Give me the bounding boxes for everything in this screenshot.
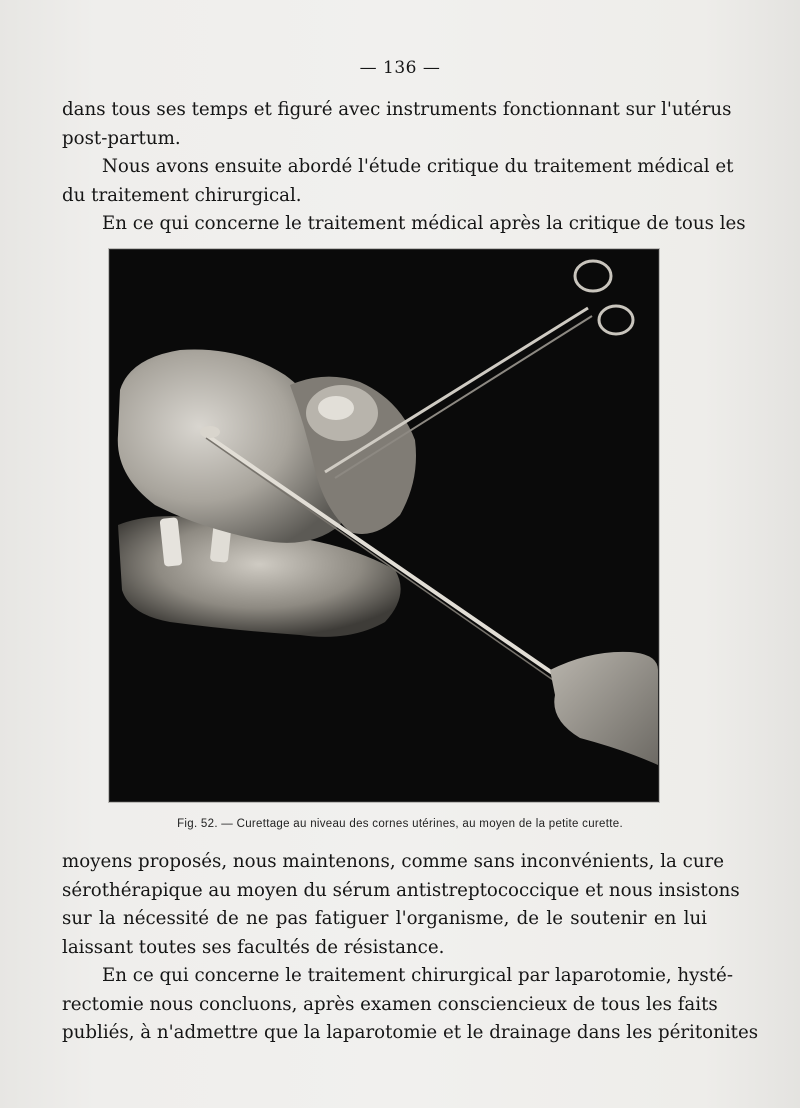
figure-caption: Fig. 52. — Curettage au niveau des cornes utérines, au moyen de la petite curette. xyxy=(177,818,623,830)
text-line: du traitement chirurgical. xyxy=(62,184,302,206)
text-line: sur la nécessité de ne pas fatiguer l'organisme, de le soutenir en lui xyxy=(62,908,707,929)
page-number: — 136 — xyxy=(359,58,441,78)
text-line: En ce qui concerne le traitement chirurgical par laparotomie, hysté- xyxy=(102,965,733,986)
figure-photograph xyxy=(109,249,659,802)
text-line: rectomie nous concluons, après examen consciencieux de tous les faits xyxy=(62,993,718,1015)
tissue-ovary-highlight xyxy=(318,396,354,420)
text-line: post-partum. xyxy=(62,127,181,149)
text-line: moyens proposés, nous maintenons, comme sans inconvénients, la cure xyxy=(62,851,724,872)
text-line: publiés, à n'admettre que la laparotomie et le drainage dans les péritonites xyxy=(62,1022,759,1043)
text-line: Nous avons ensuite abordé l'étude critique du traitement médical et xyxy=(102,156,734,177)
specimen-photo xyxy=(110,250,658,801)
paragraph-top xyxy=(62,96,746,239)
text-line: En ce qui concerne le traitement médical après la critique de tous les xyxy=(102,213,746,234)
text-line: dans tous ses temps et figuré avec instruments fonctionnant sur l'utérus xyxy=(62,99,732,120)
text-line: laissant toutes ses facultés de résistance. xyxy=(62,936,445,958)
curette-tip xyxy=(200,426,220,438)
paragraph-bottom xyxy=(62,848,759,1048)
text-line: sérothérapique au moyen du sérum antistreptococcique et nous insistons xyxy=(62,879,740,901)
